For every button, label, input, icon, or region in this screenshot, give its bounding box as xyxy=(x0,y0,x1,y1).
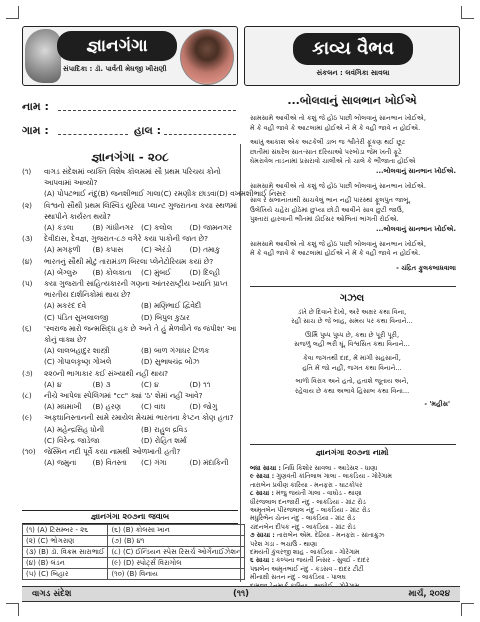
question-options xyxy=(22,300,238,311)
option: (B) મણિભાઈ દ્વિવેદી xyxy=(141,301,202,311)
answer-cell: (૨) (C) ભોગરાણ xyxy=(23,536,108,547)
answer-cell: (૧૦) (B) વિનાય xyxy=(108,569,245,580)
compiler-credit: સંકલન : લવંગિકા સાવલા xyxy=(316,69,390,77)
kavya-vaibhav-section xyxy=(244,24,460,582)
question-text: કયા ગુજરાતી સાહિત્યકારની ગણના આંતરરાષ્ટ્રીય ખ્યાતિ પ્રાપ્ત ભારતીય દાર્શનિકોમાં થાય છે? xyxy=(44,279,228,300)
option: (B) કોલકાતા xyxy=(92,267,132,277)
option: (A) કંડલા xyxy=(44,223,74,233)
footer-date: માર્ચ, ૨૦૨૪ xyxy=(408,589,450,599)
poem-line: છાતીમાં સંઘરેલ સાત-સાત દરિયાઓ પરબોડા જેમ ખતી ફૂટે xyxy=(250,147,402,156)
option: (B) કપાસ xyxy=(92,245,124,255)
stanza xyxy=(250,182,456,192)
winner-name: અમૃતબેન પીરજલાલ નંદુ - લાકડિયા - ગ્રાંટ રોડ xyxy=(250,506,371,515)
page-footer xyxy=(22,586,460,602)
option: (A) ૪ xyxy=(44,379,62,389)
question-number: (૫) xyxy=(22,279,33,289)
question xyxy=(22,278,238,300)
ghazal-line: રહી સાચ છે જે બાહ, સમય પર કથા વિનાને... xyxy=(291,317,413,326)
winners-list xyxy=(250,464,456,590)
option: (A) મકરંદ દવે xyxy=(44,301,87,311)
winner-name: તારાબેન એમ. દેઢિયા - મનફરા - સાંતાક્રુઝ xyxy=(274,531,385,540)
option: (A) જમુના xyxy=(44,458,77,468)
brain-illustration xyxy=(25,29,61,83)
winner-row xyxy=(250,556,456,564)
winner-score: બધા સાચા : xyxy=(250,464,281,472)
magazine-page xyxy=(22,24,460,604)
option: (C) કલોલ xyxy=(141,223,173,233)
gyanganga-logo: જ્ઞાનગંગા xyxy=(57,31,177,61)
option: (B) રાહુલ દ્રવિડ xyxy=(141,424,188,434)
column-divider xyxy=(240,144,241,582)
answer-cell: (૬) (B) કોલસા ખાન xyxy=(108,525,245,536)
question xyxy=(22,256,238,267)
question-text: વિશ્વનો સૌથી પ્રથમ લિસ્વિડ યુરિયા પ્લાન્ટ ગુજરાતના કયા સ્થળમાં સ્થાપીને કાર્યરત થયો? xyxy=(44,200,238,221)
kavya-banner xyxy=(244,26,460,86)
stanza xyxy=(250,138,456,176)
poem-title: ...બોલવાનું સાલભાન ખોઈએ xyxy=(287,94,417,107)
question-options xyxy=(22,356,238,367)
refrain-line: ...બોલવાનું સાનભાન ખોઈએ. xyxy=(376,224,456,233)
crop-mark-bottom-left xyxy=(6,603,19,616)
winner-row xyxy=(250,531,456,539)
village-blank[interactable] xyxy=(58,134,128,135)
name-blank[interactable] xyxy=(58,110,236,111)
option: (A) લાલબહાદુર શાસ્ત્રી xyxy=(44,346,110,356)
answers-table xyxy=(22,524,242,580)
winner-name: તારાબેન પ્રવીણ કારિયા - મનફરા - ઘાટકોપર xyxy=(250,480,363,489)
option: (D) જામનગર xyxy=(189,223,232,233)
option: (D) દિલ્હી xyxy=(189,267,220,277)
option: (A) મધમાખી xyxy=(44,402,82,412)
address-label: હાલ : xyxy=(134,124,162,137)
winner-name: કલ્પના જયંતી નિસર - સુવઈ - દાદર xyxy=(274,556,370,565)
ghazal-block xyxy=(244,294,460,410)
answer-cell: (૪) (B) લંડન xyxy=(23,558,108,569)
question-number: (૬) xyxy=(22,323,32,333)
poem-line: સામસામે આવીએ તો કશું જે હોઠ પાછી બોલવાનું સાનભાન ખોઈએ, xyxy=(250,239,426,248)
question-text: અફઘાનિસ્તાનની સામે રમાયેલ મેચમાં ભારતના કેપ્ટન કોણ હતા? xyxy=(44,413,234,423)
stanza xyxy=(250,240,456,259)
ghazal-stanza xyxy=(244,308,460,327)
option: (D) રોહિત શર્મા xyxy=(141,435,187,445)
ghazal-line: સજળું લહી ભરી ઘૂં, વિશ્વસિત કથા વિનાને... xyxy=(294,340,410,349)
answer-cell: (૫) (C) બિહાર xyxy=(23,569,108,580)
question-number: (૩) xyxy=(22,234,33,244)
winner-row xyxy=(250,540,456,548)
winner-row xyxy=(250,489,456,497)
footer-publication: વાગડ સંદેશ xyxy=(32,589,72,599)
answer-cell: (૧) (A) ટિસમ્બર - ૨૬ xyxy=(23,525,108,536)
winner-name: દમયંતી કુંવરજી શાહ - લાકડિયા - ગોરેગામ xyxy=(250,548,360,557)
option: (B) હરણ xyxy=(92,402,121,412)
option: (D) ૧૧ xyxy=(189,379,211,389)
winner-row xyxy=(250,523,456,531)
question-text: નીચે આપેલા સ્પેલિંગમાં "cc" ક્યાં 'ઠ' શેમાં નહીં આવે? xyxy=(44,391,203,401)
option: (C) ૪ xyxy=(141,379,159,389)
winner-row xyxy=(250,573,456,581)
question xyxy=(22,233,238,244)
question xyxy=(22,323,238,345)
option: (B) ૩ xyxy=(92,379,111,389)
question-options xyxy=(22,222,238,233)
option: (C) ગંગા xyxy=(141,458,167,468)
ghazal-stanza xyxy=(244,354,460,373)
ghazal-line: હતિ મેં જો નહીં, જગત કથા વિનાને... xyxy=(302,363,402,372)
crop-mark-top-right xyxy=(461,6,474,19)
option: (A) બેંગ્લુરુ xyxy=(44,267,78,277)
winner-name: મંજુ જયંતી ગાલા - વાઘોડ - થાણા xyxy=(273,489,362,498)
answer-row xyxy=(23,569,245,580)
question-options xyxy=(22,424,238,435)
question xyxy=(22,368,238,379)
question-number: (૯) xyxy=(22,413,33,423)
winner-score: ૬ સાચા : xyxy=(250,556,275,565)
winner-name: ગુણવંતી કાંતિલાલ ગાલા - લાકડિયા - ગોરેગામ xyxy=(274,472,392,481)
winner-name: નિધિ કિશોર સાવલા - આડેસ૨ - ધાણા xyxy=(280,464,378,472)
poem-line: સાવ રે સબાનાતાથી સાચવેલું ભાન નહીં પારસ્થાં ફૂલપુત જાબૂં, xyxy=(250,196,411,205)
question-text: જેસ્મિન નદી પૂર્વે કયા નામથી ઓળખાતી હતી? xyxy=(44,447,181,457)
option: (C) ગોપાલકૃષ્ણ ગોખલે xyxy=(44,357,112,367)
stanza xyxy=(250,196,456,234)
winner-score: ૭ સાચા : xyxy=(250,531,275,540)
divider-ghazal xyxy=(250,286,456,287)
gyanganga-banner xyxy=(22,26,238,86)
winner-score: ૮ સાચા : xyxy=(250,489,274,498)
question-options xyxy=(22,401,238,412)
question xyxy=(22,200,238,222)
option: (B) વિતસ્તા xyxy=(92,458,127,468)
ghazal-line: ઊર્મિ પુષ્પ પુષ્પ છે, કથા છે પૂરી પૂરી, xyxy=(304,330,400,339)
question-text: ૨૨૦ની ભાગાકાર કઈ સંખ્યાથી નહીં થાય? xyxy=(44,368,169,378)
poem-line: આખું આકાશ એક અટકેલી ડાબ જ શ્વીતેરી ફૂંકણ થઈ છૂટ xyxy=(250,138,406,147)
option: (A) મહેન્દ્રસિંહ ધોની xyxy=(44,424,105,434)
poem-line: સામસામે આવીએ તો કશું જે હોઠ પાછી બોલવાનું સાનભાન ખોઈએ. xyxy=(250,181,426,190)
stanza xyxy=(250,114,456,133)
option: (C) એરંડો xyxy=(141,245,172,255)
answer-row xyxy=(23,536,245,547)
poem-line: ઉલેખિયે ચહેરા હોઠેમાં છુપ્યા છોડી આવીને સાવ છુટી જાઉં, xyxy=(250,205,405,214)
question-options xyxy=(22,379,238,390)
option: (D) તમાકુ xyxy=(189,245,221,255)
option: (D) સુભાષચંદ્ર બોઝ xyxy=(141,357,200,367)
kavya-vaibhav-logo: કાવ્ય વૈભવ xyxy=(293,33,413,65)
option: (D) બિપુલ કુઠાર xyxy=(141,312,190,322)
answer-row xyxy=(23,525,245,536)
question-number: (૭) xyxy=(22,368,33,378)
editor-credit: સંપાદિકા : ડૉ. પાર્વતી મેઘજી ખીરાણી xyxy=(63,65,167,73)
ghazal-stanza xyxy=(244,377,460,396)
answer-cell: (૯) (D) સ્પોર્ટ્સ વિરાગોલ xyxy=(108,558,245,569)
footer-page-number: (૧૧) xyxy=(232,589,250,599)
ghazal-line: બાળો વિરાત્ર અને હતો, હતાશે જૂતાય અને, xyxy=(295,377,409,386)
winner-score: ૯ સાચા : xyxy=(250,472,275,481)
option: (B) જનશીભાઈ ગાલા xyxy=(97,189,161,199)
question-number: (૧) xyxy=(22,167,32,176)
option: (B) ગાંધીનગર xyxy=(92,223,134,233)
winner-name: ચંદનબેન દીપક નંદુ - લાકડિયા - ગ્રાંટ રોડ xyxy=(250,522,356,531)
winner-row xyxy=(250,565,456,573)
winner-name: ધીરજલાલ દનજારી નંદુ - લાકડિયા - ગ્રાંટ રોડ xyxy=(250,497,366,506)
question-options xyxy=(22,244,238,255)
question-number: (૮) xyxy=(22,391,32,401)
divider-names xyxy=(250,444,456,445)
winner-row xyxy=(250,498,456,506)
option: (C) વાઘ xyxy=(141,402,166,412)
question-text: ભારતનું સૌથી મોટું તારામંડળ બિરલા પ્લેનેટોરિયમ કયાં છે? xyxy=(44,256,214,266)
winner-name: મધુરિભેન ચેતન નંદુ - લાકડિયા - ગ્રાંટ રોડ xyxy=(250,514,356,523)
answer-cell: (૭) (B) ૪૧ xyxy=(108,536,245,547)
winner-row xyxy=(250,481,456,489)
winner-row xyxy=(250,514,456,522)
answer-row xyxy=(23,547,245,558)
winner-name: પરેશ ગડા - ભચાઉ - થાણા xyxy=(250,539,318,548)
answer-cell: (૮) (C) ઈન્ડિયન સ્પેસ રિસર્ચ ઓર્ગેનાઈઝેશન xyxy=(108,547,245,558)
address-blank[interactable] xyxy=(164,134,236,135)
question xyxy=(22,446,238,457)
option: (C) વિરેન્દ્ર જાડેજા xyxy=(44,435,100,445)
poem-line: ઘેમરાવેલ તાડનામાં પ્રસરાવો ચાલીએ તો ચાલે કે ભીંજાતા હોઈએ xyxy=(250,157,416,166)
winner-row xyxy=(250,472,456,480)
crop-mark-bottom-right xyxy=(461,603,474,616)
answer-row xyxy=(23,558,245,569)
crop-mark-top-left xyxy=(6,6,19,19)
answers-title: જ્ઞાનગંગા ૨૦૭ના જવાબ xyxy=(22,510,238,524)
question xyxy=(22,412,238,423)
question-options xyxy=(22,435,238,446)
ghazal-line: ડંખે છે દિવાને દેખો, અરે અક્ષર કથા વિના, xyxy=(297,307,407,316)
editor-photo xyxy=(180,29,234,85)
name-label: નામ : xyxy=(22,100,49,113)
question-text: દેવીદાસ, દેવજ્ઞ, ગુજરાત-૮૭ વગેરે કયા પાકોની જાત છે? xyxy=(44,234,208,244)
option: (D) મંદાકિની xyxy=(189,458,229,468)
ghazal-line: રહેવાય છે કથા અભાવે હિસાબ કથા વિના... xyxy=(294,386,410,395)
question-text: વાગડ સંદેશમાં વ્યક્તિ વિશેષ કૉલમમાં સૌ પ્રથમ પરિચય કોનો આપવામાં આવ્યો? xyxy=(44,167,221,188)
question-options xyxy=(22,457,238,468)
question-number: (૨) xyxy=(22,200,32,210)
option: (C) મુંબઈ xyxy=(141,267,171,277)
option: (A) પોપટભાઈ નંદુ xyxy=(44,189,98,199)
question-options xyxy=(22,345,238,356)
option: (C) રમણીક છાડવા xyxy=(160,189,217,199)
question-text: 'સ્વરાજ મારો જન્મસિદ્ધ હક છે અને તે હું મેળવીને જ જંપીશ' આ કોનું વાક્ય છે? xyxy=(44,323,236,345)
question-options xyxy=(22,188,286,199)
answer-cell: (૩) (B) ડૉ. વિક્રમ સારાભાઈ xyxy=(23,547,108,558)
poem-line: મેં કે વહી જાવે કે આટલામાં હોઈએ ને મેં કે વહી જાવે ન હોઈએ. xyxy=(250,249,421,258)
ghazal-poet: - 'મહીસ' xyxy=(424,400,450,409)
option: (D) જોગુ xyxy=(189,402,218,412)
question-number: (૪) xyxy=(22,256,33,266)
winner-name: મીનાક્ષી સતન નંદુ - લાકડિયા - પાલઘ xyxy=(250,573,346,582)
poem-line: પુશ્તારાં હારવાની ભીંતમાં ઠોઈસર ઓભિતાં ભાંગતી રોઈએ. xyxy=(250,215,399,224)
poet-name: - ચંદ્રિત ફુલકબાધવાલા xyxy=(396,263,456,272)
question-options xyxy=(22,312,238,323)
option: (D) વખમશીભાઈ નિસર xyxy=(216,189,286,199)
poem-body xyxy=(250,114,456,273)
poem-line: સામસામે આવીએ તો કશું જે હોઠ પાછી બોલવાનું સાનભાન ખોઈએ, xyxy=(250,114,426,122)
village-label: ગામ : xyxy=(22,124,49,137)
option: (A) મગફળી xyxy=(44,245,81,255)
question-options xyxy=(22,267,238,278)
winner-name: પદ્મબેન અમૃતભાઈ નંદુ - કડસવ - દાદર ટીટી xyxy=(250,564,364,573)
poem-line: મેં કે વહી જાવે કે આટલામાં હોઈએ ને મેં કે વહી જાવે ન હોઈએ. xyxy=(250,123,421,132)
winner-row xyxy=(250,548,456,556)
quiz-title: જ્ઞાનગંગા - ૨૦૮ xyxy=(91,150,169,164)
question xyxy=(22,390,238,401)
ghazal-title: ગઝલ xyxy=(339,293,365,304)
names-title: જ્ઞાનગંગા ૨૦૭ના નામો xyxy=(315,448,389,457)
ghazal-line: કેવા જગતથી દાદ, મેં માંગી સહસાની, xyxy=(303,353,401,362)
option: (C) પંડિત સુખલાલજી xyxy=(44,312,109,322)
refrain-line: ...બોલવાનું સાનભાન ખોઈએ. xyxy=(376,166,456,175)
question-number: (૧૦) xyxy=(22,447,36,457)
option: (B) બાળ ગંગાધર ટિળક xyxy=(141,346,210,356)
ghazal-stanza xyxy=(244,331,460,350)
question xyxy=(22,166,238,188)
